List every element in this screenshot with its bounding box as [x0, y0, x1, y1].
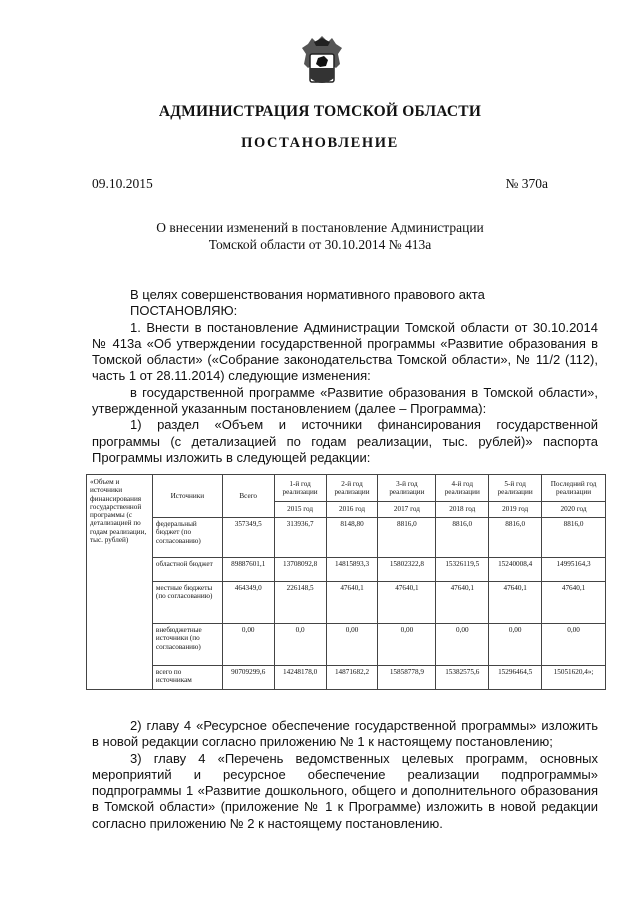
- year-value: 2017 год: [378, 502, 436, 518]
- value-cell: 14248178,0: [274, 666, 326, 690]
- value-cell: 14815893,3: [326, 558, 378, 582]
- financing-table: [86, 474, 606, 690]
- table-row-header: «Объем и источники финансирования государственной программы (с детализацией по годам реализации, тыс. рублей): [87, 475, 153, 690]
- value-cell: 0,00: [436, 624, 489, 666]
- table-header-row: [87, 475, 606, 502]
- source-cell: федеральный бюджет (по согласованию): [152, 518, 222, 558]
- value-cell: 0,00: [542, 624, 606, 666]
- value-cell: 0,00: [378, 624, 436, 666]
- table-row: [87, 518, 606, 558]
- source-cell: местные бюджеты (по согласованию): [152, 582, 222, 624]
- subject-line-1: О внесении изменений в постановление Администрации: [156, 220, 484, 235]
- after-paragraph-2: 3) главу 4 «Перечень ведомственных целевых программ, основных мероприятий и ресурсное обеспечение реализации подпрограммы» подпрограммы 1 «Развитие дошкольного, общего и дополнительного образования в Томской области» (приложение № 1 к Программе) изложить в новой редакции согласно приложению № 2 к настоящему постановлению.: [92, 750, 598, 831]
- value-cell: 0,00: [326, 624, 378, 666]
- value-cell: 8816,0: [489, 518, 542, 558]
- tomsk-coat-of-arms-icon: [300, 34, 344, 90]
- value-cell: 47640,1: [326, 582, 378, 624]
- value-cell: 15382575,6: [436, 666, 489, 690]
- document-date: 09.10.2015: [92, 176, 153, 191]
- body-paragraph-2: ПОСТАНОВЛЯЮ:: [130, 303, 238, 319]
- total-cell: 464349,0: [222, 582, 274, 624]
- total-cell: 357349,5: [222, 518, 274, 558]
- organization-title: АДМИНИСТРАЦИЯ ТОМСКОЙ ОБЛАСТИ: [158, 103, 482, 120]
- value-cell: 13708092,8: [274, 558, 326, 582]
- body-paragraph-5: 1) раздел «Объем и источники финансирования государственной программы (с детализацией по годам реализации, тыс. рублей)» паспорта Программы изложить в следующей редакции:: [92, 417, 598, 465]
- value-cell: 15802322,8: [378, 558, 436, 582]
- year-value: 2020 год: [542, 502, 606, 518]
- document-type: ПОСТАНОВЛЕНИЕ: [241, 135, 399, 151]
- year-label: 3-й год реализации: [378, 475, 436, 502]
- year-label: 1-й год реализации: [274, 475, 326, 502]
- value-cell: 15240008,4: [489, 558, 542, 582]
- total-cell: 90709299,6: [222, 666, 274, 690]
- value-cell: 15858778,9: [378, 666, 436, 690]
- value-cell: 8816,0: [378, 518, 436, 558]
- value-cell: 14871682,2: [326, 666, 378, 690]
- value-cell: 15051620,4»;: [542, 666, 606, 690]
- value-cell: 47640,1: [378, 582, 436, 624]
- subject-line-2: Томской области от 30.10.2014 № 413а: [208, 237, 432, 252]
- value-cell: 8148,80: [326, 518, 378, 558]
- value-cell: 15296464,5: [489, 666, 542, 690]
- body-paragraph-4: в государственной программе «Развитие образования в Томской области», утвержденной указанным постановлением (далее – Программа):: [92, 384, 598, 417]
- col-sources-header: Источники: [152, 475, 222, 518]
- after-paragraph-1: 2) главу 4 «Ресурсное обеспечение государственной программы» изложить в новой редакции согласно приложению № 1 к настоящему постановлению;: [92, 718, 598, 750]
- source-cell: всего по источникам: [152, 666, 222, 690]
- year-value: 2019 год: [489, 502, 542, 518]
- value-cell: 47640,1: [542, 582, 606, 624]
- document-number: № 370а: [505, 176, 548, 191]
- document-body: [92, 287, 598, 466]
- value-cell: 226148,5: [274, 582, 326, 624]
- year-label: 4-й год реализации: [436, 475, 489, 502]
- total-cell: 89887601,1: [222, 558, 274, 582]
- table-row: [87, 624, 606, 666]
- year-label: 5-й год реализации: [489, 475, 542, 502]
- year-value: 2018 год: [436, 502, 489, 518]
- value-cell: 47640,1: [436, 582, 489, 624]
- body-paragraph-1: В целях совершенствования нормативного правового акта: [130, 287, 485, 302]
- table-row: [87, 582, 606, 624]
- table-row: [87, 558, 606, 582]
- year-label: Последний год реализации: [542, 475, 606, 502]
- value-cell: 14995164,3: [542, 558, 606, 582]
- value-cell: 8816,0: [542, 518, 606, 558]
- value-cell: 313936,7: [274, 518, 326, 558]
- value-cell: 15326119,5: [436, 558, 489, 582]
- source-cell: областной бюджет: [152, 558, 222, 582]
- document-subject: [0, 219, 640, 253]
- total-cell: 0,00: [222, 624, 274, 666]
- value-cell: 0,00: [489, 624, 542, 666]
- year-label: 2-й год реализации: [326, 475, 378, 502]
- value-cell: 8816,0: [436, 518, 489, 558]
- source-cell: внебюджетные источники (по согласованию): [152, 624, 222, 666]
- value-cell: 47640,1: [489, 582, 542, 624]
- value-cell: 0,0: [274, 624, 326, 666]
- year-value: 2015 год: [274, 502, 326, 518]
- document-continuation: [92, 718, 598, 832]
- year-value: 2016 год: [326, 502, 378, 518]
- body-paragraph-3: 1. Внести в постановление Администрации Томской области от 30.10.2014 № 413а «Об утверждении государственной программы «Развитие образования в Томской области» («Собрание законодательства Томской области», № 11/2 (112), часть 1 от 28.11.2014) следующие изменения:: [92, 319, 598, 384]
- col-total-header: Всего: [222, 475, 274, 518]
- table-row: [87, 666, 606, 690]
